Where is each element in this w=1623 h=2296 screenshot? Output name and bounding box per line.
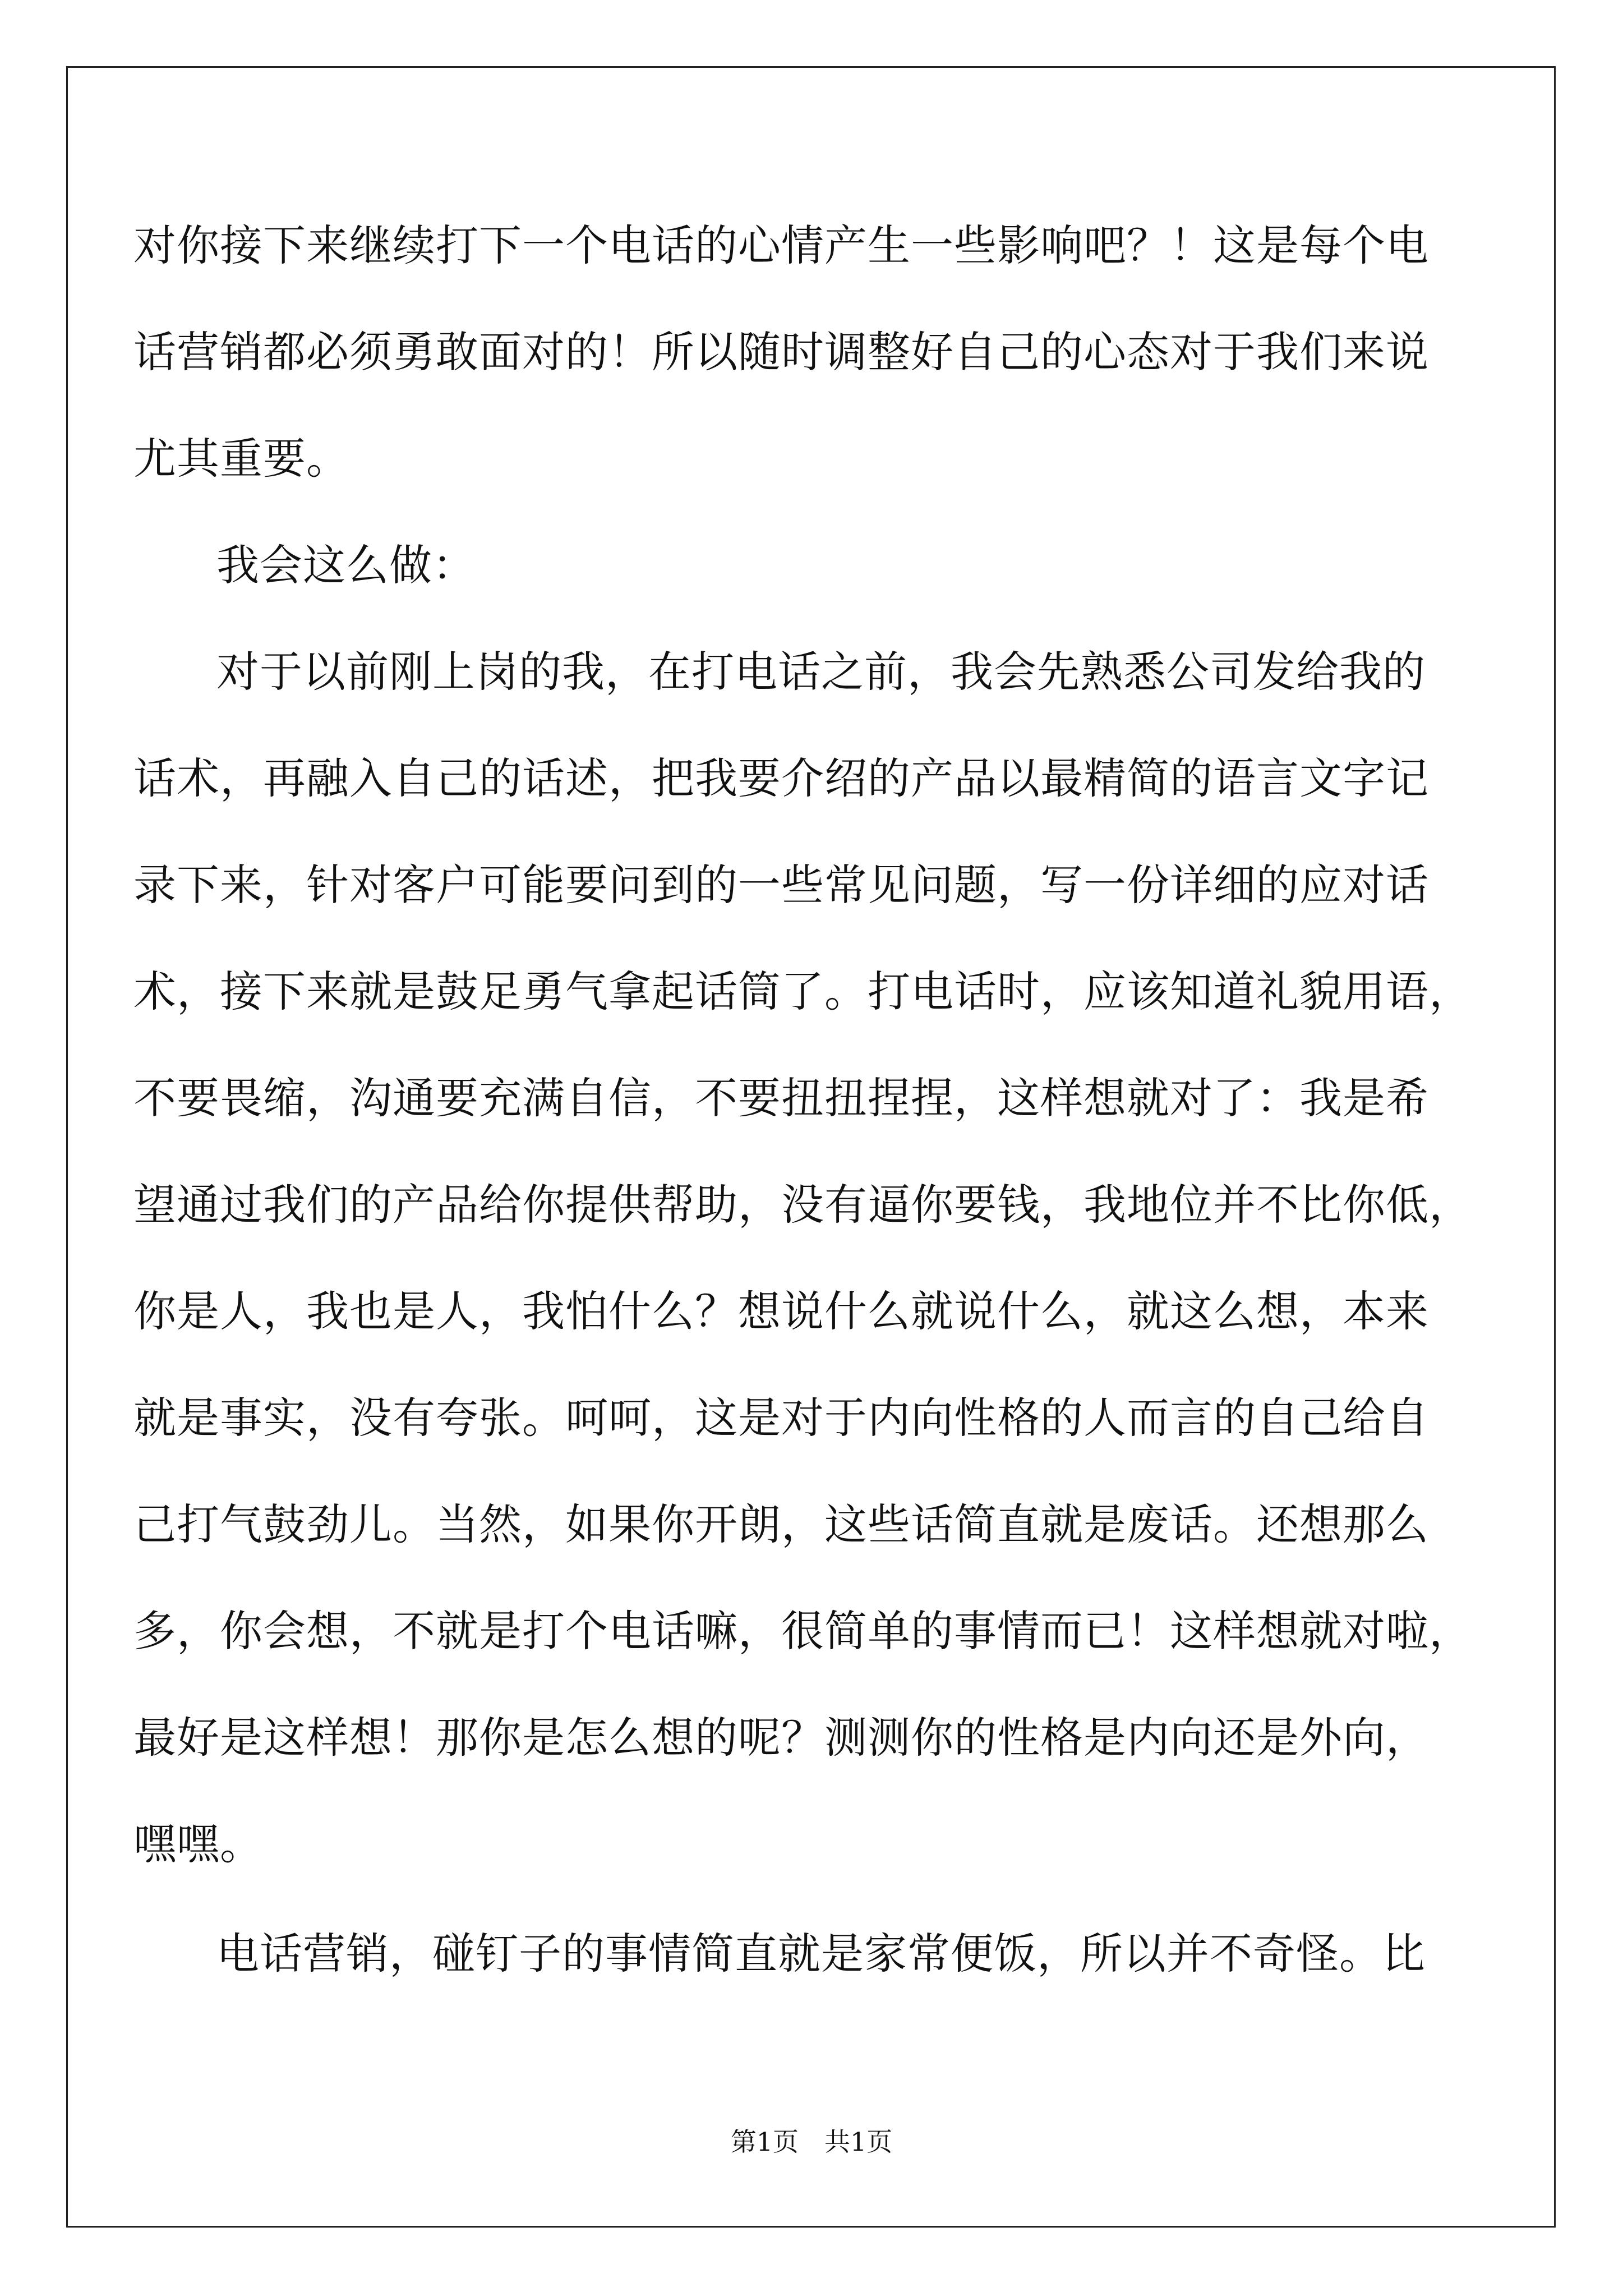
text-line: 不要畏缩，沟通要充满自信，不要扭扭捏捏，这样想就对了：我是希 bbox=[133, 1073, 1429, 1123]
text-line: 术，接下来就是鼓足勇气拿起话筒了。打电话时，应该知道礼貌用语， bbox=[133, 967, 1472, 1016]
text-line: 就是事实，没有夸张。呵呵，这是对于内向性格的人而言的自己给自 bbox=[133, 1393, 1429, 1443]
text-line: 最好是这样想！那你是怎么想的呢？测测你的性格是内向还是外向， bbox=[133, 1713, 1429, 1763]
text-line: 望通过我们的产品给你提供帮助，没有逼你要钱，我地位并不比你低， bbox=[133, 1180, 1472, 1230]
text-line: 我会这么做： bbox=[216, 540, 476, 590]
text-line: 对于以前刚上岗的我，在打电话之前，我会先熟悉公司发给我的 bbox=[216, 647, 1426, 697]
text-line: 电话营销，碰钉子的事情简直就是家常便饭，所以并不奇怪。比 bbox=[216, 1929, 1426, 1978]
page-border bbox=[66, 66, 1556, 2228]
page-total: 共1页 bbox=[824, 2127, 893, 2157]
page-footer bbox=[0, 2129, 1623, 2155]
page-number: 第1页 bbox=[730, 2127, 799, 2157]
text-line: 对你接下来继续打下一个电话的心情产生一些影响吧？！这是每个电 bbox=[133, 220, 1429, 270]
text-line: 多，你会想，不就是打个电话嘛，很简单的事情而已！这样想就对啦， bbox=[133, 1606, 1472, 1656]
text-line: 嘿嘿。 bbox=[133, 1819, 263, 1869]
text-line: 己打气鼓劲儿。当然，如果你开朗，这些话简直就是废话。还想那么 bbox=[133, 1499, 1429, 1549]
text-line: 话营销都必须勇敢面对的！所以随时调整好自己的心态对于我们来说 bbox=[133, 327, 1429, 377]
text-line: 录下来，针对客户可能要问到的一些常见问题，写一份详细的应对话 bbox=[133, 860, 1429, 910]
text-line: 话术，再融入自己的话述，把我要介绍的产品以最精简的语言文字记 bbox=[133, 753, 1429, 803]
text-line: 你是人，我也是人，我怕什么？想说什么就说什么，就这么想，本来 bbox=[133, 1286, 1429, 1336]
text-line: 尤其重要。 bbox=[133, 434, 349, 484]
